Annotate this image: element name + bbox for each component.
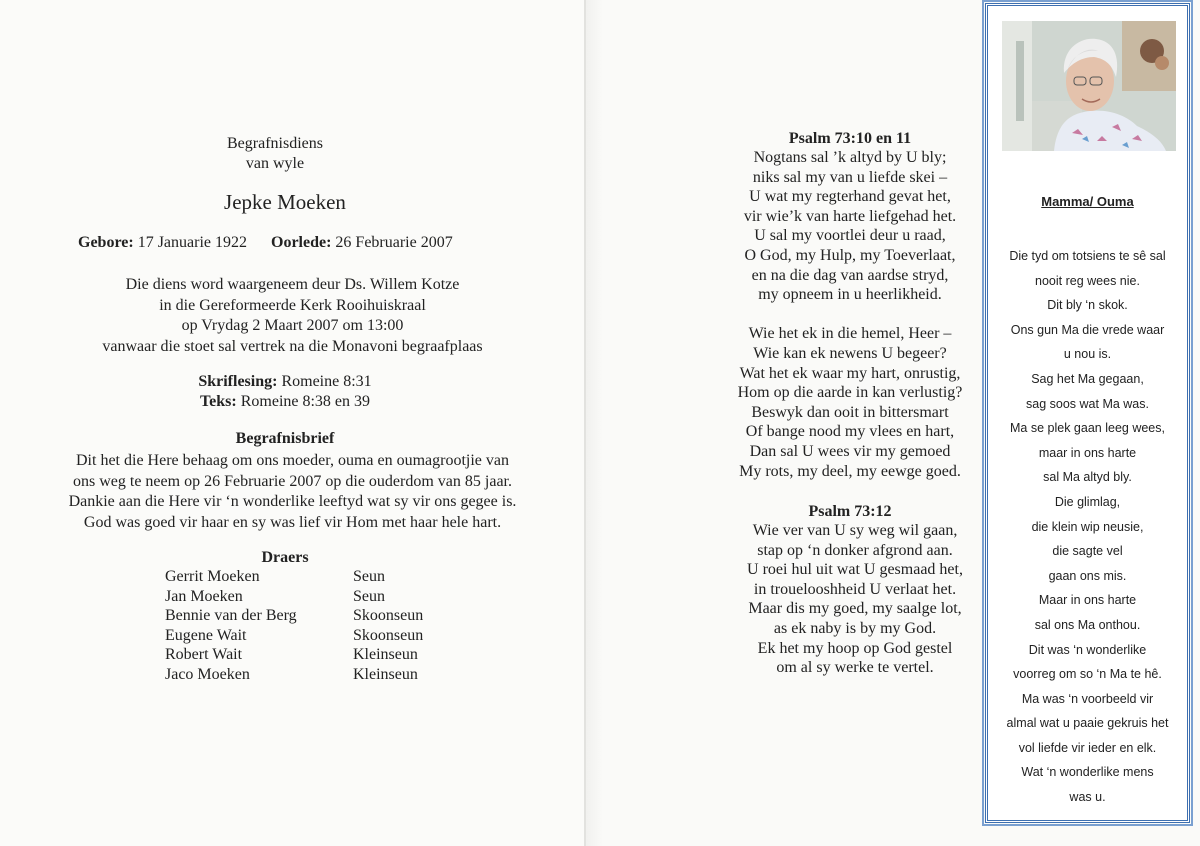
letter-line: God was goed vir haar en sy was lief vir Hom met haar hele hart. — [83, 513, 502, 531]
psalm-line: en na die dag van aardse stryd, — [751, 266, 949, 284]
psalm-line: niks sal my van u liefde skei – — [752, 168, 948, 186]
poem-line: Die tyd om totsiens te sê sal — [1009, 249, 1166, 263]
bearer-row — [165, 626, 445, 646]
psalm-line: stap op ‘n donker afgrond aan. — [757, 541, 953, 559]
bearer-relation: Seun — [353, 568, 385, 585]
of-the-late: van wyle — [245, 155, 305, 172]
psalm-line: Wie kan ek newens U begeer? — [753, 344, 947, 362]
bearer-relation: Kleinseun — [353, 646, 418, 664]
psalm2-title: Psalm 73:12 — [808, 503, 892, 520]
letter-line: ons weg te neem op 26 Februarie 2007 op die ouderdom van 85 jaar. — [73, 472, 512, 490]
psalm-line: Hom op die aarde in kan verlustig? — [737, 384, 963, 402]
poem-line: nooit reg wees nie. — [1035, 273, 1140, 288]
poem-line: Sag het Ma gegaan, — [1031, 371, 1144, 386]
psalm1-text — [720, 148, 980, 481]
poem-line: maar in ons harte — [1038, 445, 1137, 460]
psalm-line: in trouelooshheid U verlaat het. — [753, 580, 957, 598]
bearers-list — [165, 567, 445, 685]
bearers-heading: Draers — [261, 549, 309, 566]
psalm-line: My rots, my deel, my eewge goed. — [739, 462, 961, 480]
bearer-relation: Seun — [353, 587, 385, 605]
service-line: in die Gereformeerde Kerk Rooihuiskraal — [159, 296, 426, 314]
letter-line: Dankie aan die Here vir ‘n wonderlike leeftyd wat sy vir ons gegee is. — [68, 493, 517, 510]
died-date: 26 Februarie 2007 — [335, 234, 453, 251]
psalm-line: U roei hul uit wat U gesmaad het, — [747, 561, 963, 579]
bearer-name: Eugene Wait — [165, 626, 247, 644]
bearer-row — [165, 665, 445, 685]
psalm-line: U sal my voortlei deur u raad, — [754, 227, 946, 245]
psalm-line: Wat het ek waar my hart, onrustig, — [739, 364, 961, 382]
reading-label: Skriflesing: — [198, 373, 278, 390]
poem-line: gaan ons mis. — [1048, 568, 1127, 583]
letter-body — [30, 451, 555, 533]
poem-line: sal Ma altyd bly. — [1043, 470, 1132, 485]
poem-line: u nou is. — [1063, 347, 1112, 362]
born-label: Gebore: — [78, 234, 134, 251]
poem-line: sal ons Ma onthou. — [1034, 617, 1141, 632]
poem-line: was u. — [1069, 790, 1106, 805]
bearer-row — [165, 587, 445, 607]
bookmark-title: Mamma/ Ouma — [1041, 194, 1134, 209]
psalm-line: Ek het my hoop op God gestel — [757, 639, 953, 657]
psalm-line: as ek naby is by my God. — [773, 619, 937, 637]
psalm2-text — [730, 521, 980, 678]
memorial-bookmark — [985, 3, 1190, 823]
bearer-relation: Skoonseun — [353, 626, 424, 644]
service-line: Die diens word waargeneem deur Ds. Willem Kotze — [125, 276, 460, 293]
letter-heading: Begrafnisbrief — [235, 430, 335, 447]
poem-line: die sagte vel — [1052, 544, 1123, 559]
psalm1-title: Psalm 73:10 en 11 — [788, 130, 912, 147]
left-page — [0, 0, 585, 846]
poem-line: sag soos wat Ma was. — [1026, 396, 1149, 411]
poem-line: Ma was ‘n voorbeeld vir — [1021, 691, 1154, 706]
bearer-row — [165, 567, 445, 587]
bearer-relation: Skoonseun — [353, 607, 424, 625]
bearer-name: Jaco Moeken — [165, 665, 250, 683]
bearer-name: Bennie van der Berg — [165, 607, 297, 625]
born-date: 17 Januarie 1922 — [137, 234, 247, 251]
poem-line: die klein wip neusie, — [1031, 519, 1144, 534]
psalm-line: Wie ver van U sy weg wil gaan, — [752, 522, 958, 539]
text-label: Teks: — [199, 393, 237, 410]
poem-line: Maar in ons harte — [1038, 593, 1137, 608]
bookmark-poem — [988, 244, 1187, 810]
service-line: vanwaar die stoet sal vertrek na die Monavoni begraafplaas — [102, 337, 483, 355]
psalm-line: Of bange nood my vlees en hart, — [745, 423, 955, 441]
psalm-line: Wie het ek in die hemel, Heer – — [748, 325, 952, 343]
poem-line: Dit bly ‘n skok. — [1047, 298, 1128, 313]
poem-line: Wat ‘n wonderlike mens — [1021, 765, 1154, 780]
poem-line: Dit was ‘n wonderlike — [1028, 642, 1147, 657]
psalm-line: O God, my Hulp, my Toeverlaat, — [744, 246, 956, 264]
bearer-name: Robert Wait — [165, 646, 243, 664]
psalm-line: vir wie’k van harte liefgehad het. — [743, 207, 957, 225]
readings — [140, 372, 430, 412]
poem-line: Die glimlag, — [1054, 494, 1121, 509]
portrait-photo — [1002, 21, 1176, 151]
bearer-row — [165, 645, 445, 665]
died-label: Oorlede: — [271, 234, 332, 251]
psalm-line: Beswyk dan ooit in bittersmart — [751, 403, 949, 421]
bearer-name: Jan Moeken — [165, 587, 243, 605]
reading-value: Romeine 8:31 — [281, 373, 372, 390]
page-fold — [584, 0, 586, 846]
text-value: Romeine 8:38 en 39 — [240, 393, 371, 410]
dates-line — [78, 234, 453, 252]
psalm-line: my opneem in u heerlikheid. — [758, 286, 942, 304]
poem-line: Ons gun Ma die vrede waar — [1010, 322, 1165, 337]
psalm-line: Dan sal U wees vir my gemoed — [749, 442, 951, 460]
bearer-name: Gerrit Moeken — [165, 568, 260, 585]
service-details — [40, 275, 545, 357]
bearer-relation: Kleinseun — [353, 665, 418, 683]
poem-line: vol liefde vir ieder en elk. — [1018, 740, 1157, 755]
service-line: op Vrydag 2 Maart 2007 om 13:00 — [181, 317, 404, 334]
deceased-name: Jepke Moeken — [224, 190, 346, 214]
letter-line: Dit het die Here behaag om ons moeder, ouma en oumagrootjie van — [76, 452, 509, 469]
stanza-break — [720, 305, 980, 325]
portrait-image — [1002, 21, 1176, 151]
poem-line: voorreg om so ‘n Ma te hê. — [1013, 667, 1162, 682]
psalm-line: U wat my regterhand gevat het, — [749, 188, 951, 206]
psalm-line: Maar dis my goed, my saalge lot, — [748, 600, 962, 618]
psalm-line: Nogtans sal ’k altyd by U bly; — [753, 149, 947, 166]
poem-line: almal wat u paaie gekruis het — [1006, 716, 1169, 731]
poem-line: Ma se plek gaan leeg wees, — [1010, 421, 1165, 436]
bearer-row — [165, 606, 445, 626]
service-heading: Begrafnisdiens — [227, 135, 323, 152]
psalm-line: om al sy werke te vertel. — [776, 659, 934, 677]
